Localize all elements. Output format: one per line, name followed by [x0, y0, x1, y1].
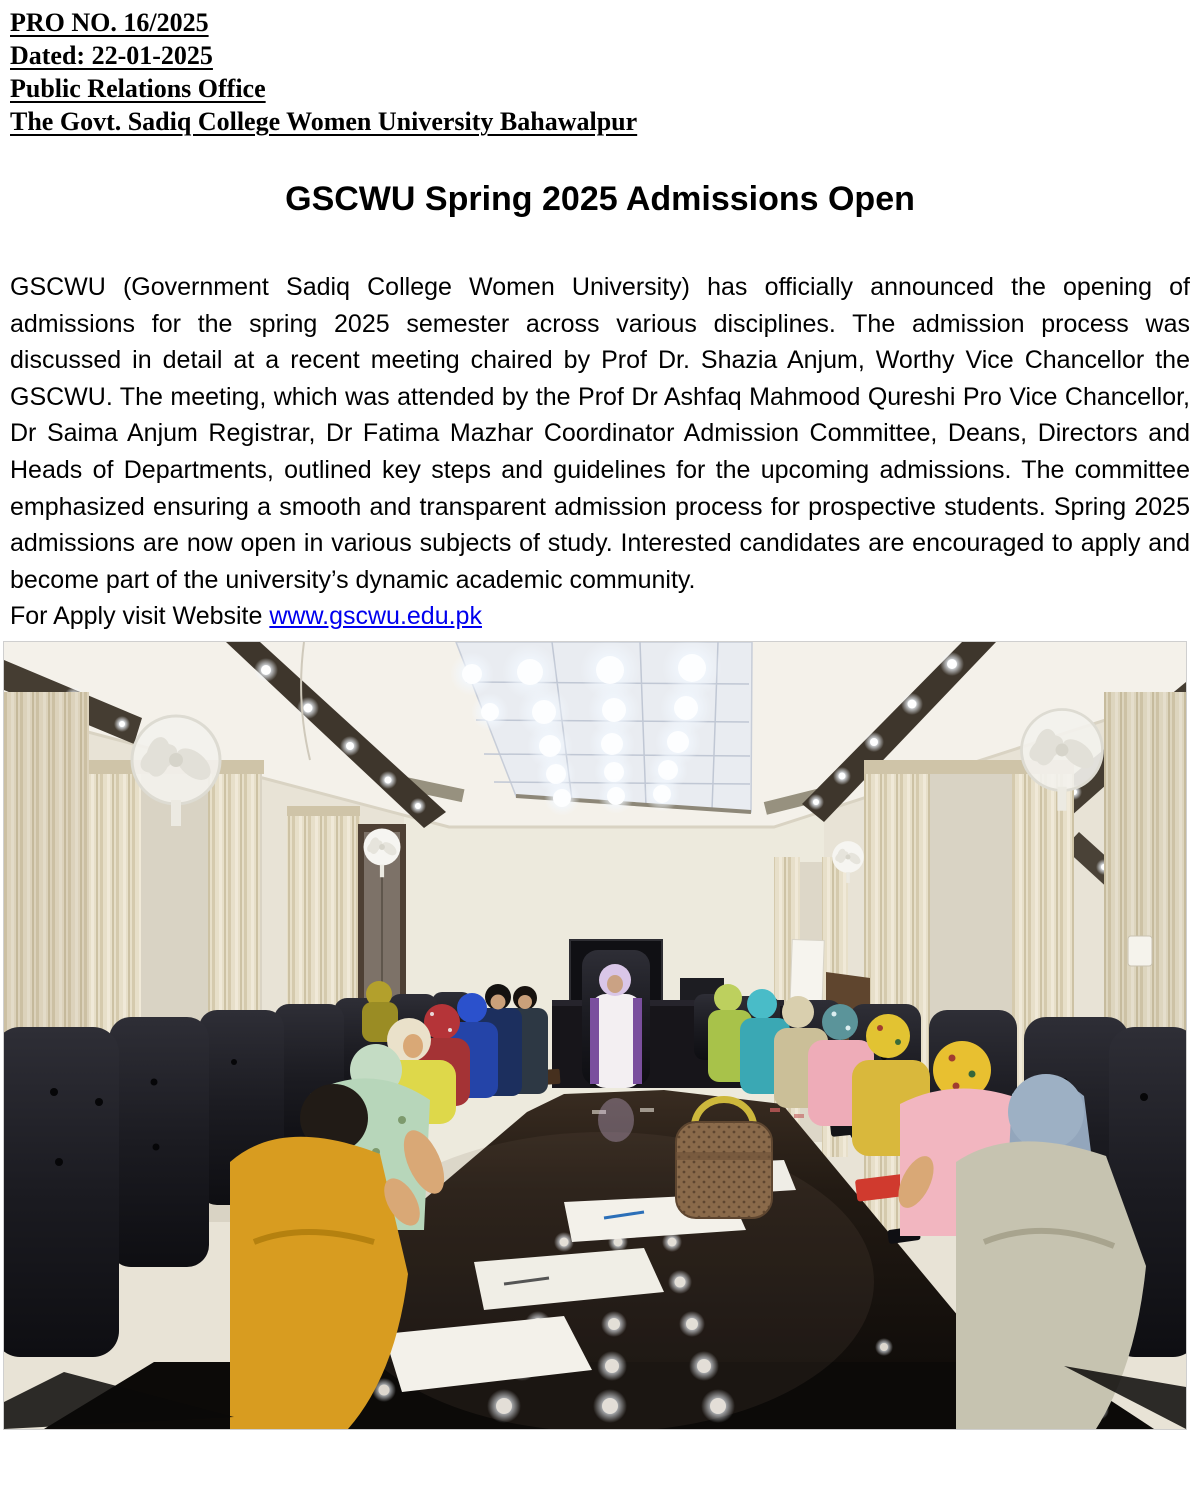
meeting-photo-illustration [4, 642, 1186, 1429]
pro-number: PRO NO. 16/2025 [10, 8, 209, 37]
pro-number-line [10, 6, 1190, 39]
date-value: Dated: 22-01-2025 [10, 41, 213, 70]
office-line [10, 72, 1190, 105]
body-paragraph: GSCWU (Government Sadiq College Women University) has officially announced the opening of admissions for the spring 2025 semester across various disciplines. The admission process was discussed in detail at a recent meeting chaired by Prof Dr. Shazia Anjum, Worthy Vice Chancellor the GSCWU. The meeting, which was attended by the Prof Dr Ashfaq Mahmood Qureshi Pro Vice Chancellor, Dr Saima Anjum Registrar, Dr Fatima Mazhar Coordinator Admission Committee, Deans, Directors and Heads of Departments, outlined key steps and guidelines for the upcoming admissions. The committee emphasized ensuring a smooth and transparent admission process for prospective students. Spring 2025 admissions are now open in various subjects of study. Interested candidates are encouraged to apply and become part of the university’s dynamic academic community. [10, 273, 1190, 594]
chairperson [582, 950, 650, 1088]
apply-prefix: For Apply visit Website [10, 602, 270, 631]
office-name: Public Relations Office [10, 74, 266, 103]
document-header [10, 6, 1190, 138]
university-name: The Govt. Sadiq College Women University Bahawalpur [10, 107, 638, 136]
apply-line [10, 598, 1190, 635]
page-title: GSCWU Spring 2025 Admissions Open [285, 180, 915, 218]
date-line [10, 39, 1190, 72]
website-link[interactable]: www.gscwu.edu.pk [269, 602, 482, 631]
university-line [10, 105, 1190, 138]
meeting-photo [4, 642, 1186, 1429]
